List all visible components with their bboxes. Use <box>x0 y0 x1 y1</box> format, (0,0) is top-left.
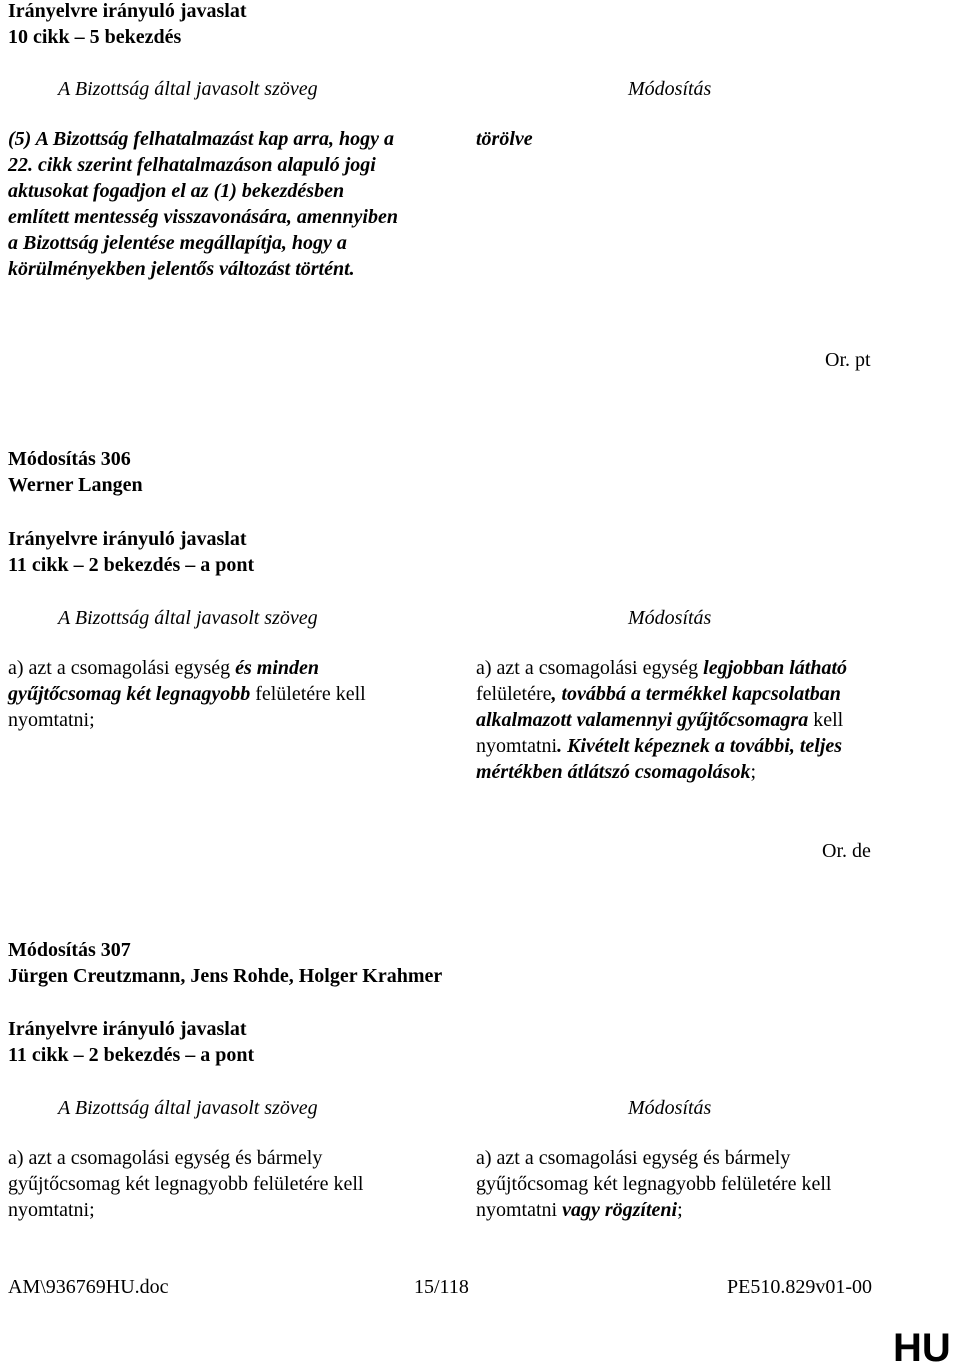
commission-text-header: A Bizottság által javasolt szöveg <box>58 78 318 100</box>
amendment-number: Módosítás 307 <box>8 939 131 961</box>
commission-text: a) azt a csomagolási egység és bármely gyűjtőcsomag két legnagyobb felületére kell nyomtatni; <box>8 1147 364 1221</box>
original-language: Or. de <box>822 840 871 862</box>
commission-text-header: A Bizottság által javasolt szöveg <box>58 607 318 629</box>
proposal-title: Irányelvre irányuló javaslat <box>8 1018 247 1040</box>
amendment-header: Módosítás <box>628 607 712 629</box>
amendment-number: Módosítás 306 <box>8 448 131 470</box>
proposal-title: Irányelvre irányuló javaslat <box>8 0 247 22</box>
amendment-text <box>476 655 886 785</box>
text-segment-changed: . Kivételt képeznek a további, teljes mértékben átlátszó csomagolások <box>476 735 843 783</box>
commission-text <box>8 655 400 733</box>
article-reference: 11 cikk – 2 bekezdés – a pont <box>8 1044 255 1066</box>
text-segment-changed: legjobban látható <box>703 657 848 679</box>
amendment-author: Werner Langen <box>8 474 143 496</box>
amendment-authors: Jürgen Creutzmann, Jens Rohde, Holger Krahmer <box>8 965 443 987</box>
footer-page-number: 15/118 <box>414 1276 469 1298</box>
proposal-title: Irányelvre irányuló javaslat <box>8 528 247 550</box>
text-segment-changed: vagy rögzíteni <box>562 1199 678 1221</box>
text-segment: a) azt a csomagolási egység <box>476 657 704 679</box>
footer-pe-reference: PE510.829v01-00 <box>727 1276 872 1298</box>
article-reference: 11 cikk – 2 bekezdés – a pont <box>8 554 255 576</box>
commission-text: (5) A Bizottság felhatalmazást kap arra, hogy a 22. cikk szerint felhatalmazáson alapuló jogi aktusokat fogadjon el az (1) bekezdésben említett mentesség visszavonására, amennyiben a Bizottság jelentése megállapítja, hogy a körülményekben jelentős változást történt. <box>8 128 398 280</box>
article-reference: 10 cikk – 5 bekezdés <box>8 26 182 48</box>
text-segment: felületére kell nyomtatni; <box>8 683 366 731</box>
amendment-header: Módosítás <box>628 78 712 100</box>
footer-doc-id: AM\936769HU.doc <box>8 1276 169 1298</box>
text-segment: felületére <box>476 683 552 705</box>
text-segment: ; <box>750 761 757 783</box>
original-language: Or. pt <box>825 349 871 371</box>
text-segment: ; <box>677 1199 683 1221</box>
amendment-text <box>476 1145 868 1223</box>
text-segment-changed: és minden gyűjtőcsomag két legnagyobb <box>8 657 320 705</box>
amendment-text: törölve <box>476 128 533 150</box>
text-segment: a) azt a csomagolási egység <box>8 657 236 679</box>
amendment-header: Módosítás <box>628 1097 712 1119</box>
text-segment: kell nyomtatni <box>476 709 844 757</box>
commission-text-header: A Bizottság által javasolt szöveg <box>58 1097 318 1119</box>
text-segment-changed: , továbbá a termékkel kapcsolatban alkalmazott valamennyi gyűjtőcsomagra <box>476 683 841 731</box>
language-code: HU <box>893 1326 951 1370</box>
text-segment: a) azt a csomagolási egység és bármely gyűjtőcsomag két legnagyobb felületére kell nyomtatni <box>476 1147 832 1221</box>
